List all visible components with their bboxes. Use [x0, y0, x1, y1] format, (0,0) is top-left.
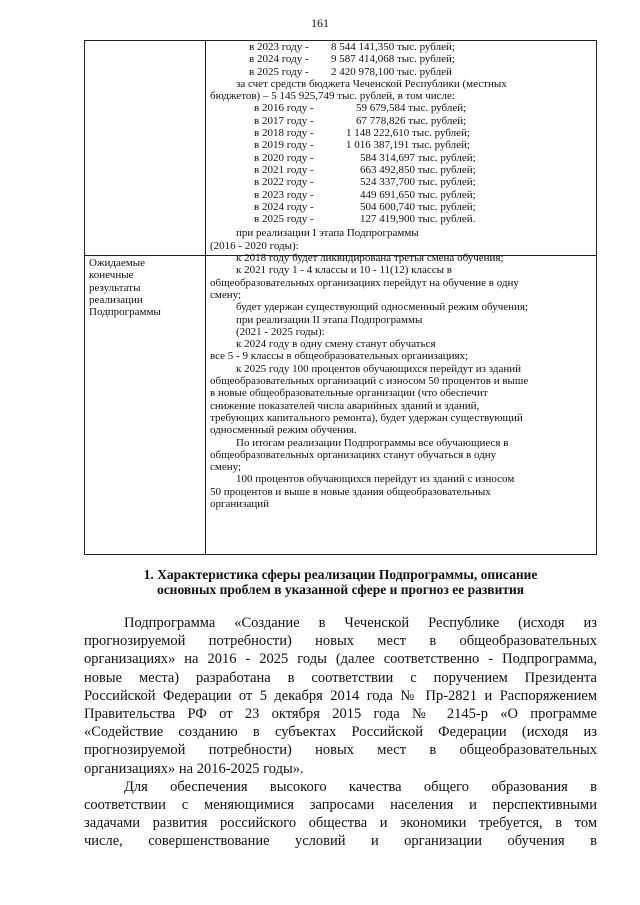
results-line: (2016 - 2020 годы):	[210, 239, 299, 252]
paragraph-line: Для обеспечения высокого качества общего образования в	[124, 778, 597, 795]
body-text	[84, 614, 597, 851]
funding-line: в 2024 году - 504 600,740 тыс. рублей;	[254, 200, 476, 213]
results-line: к 2025 году 100 процентов обучающихся перейдут из зданий	[236, 362, 522, 375]
results-line: при реализации II этапа Подпрограммы	[236, 313, 423, 326]
results-line: общеобразовательных организациях станут обучаться в одну	[210, 448, 497, 461]
paragraph-line: прогнозируемой потребности) новых мест в общеобразовательных	[84, 633, 597, 650]
section-title-line: основных проблем в указанной сфере и прогноз ее развития	[156, 582, 525, 597]
funding-line: в 2017 году - 67 778,826 тыс. рублей;	[254, 114, 467, 127]
program-table	[84, 40, 597, 555]
results-line: По итогам реализации Подпрограммы все обучающиеся в	[236, 436, 509, 449]
section-title-line: 1. Характеристика сферы реализации Подпрограммы, описание	[143, 567, 538, 582]
results-label-line: результаты	[89, 281, 141, 294]
results-line: к 2018 году будет ликвидирована третья смена обучения;	[236, 252, 504, 265]
funding-line: в 2016 году - 59 679,584 тыс. рублей;	[254, 102, 467, 115]
results-line: общеобразовательных организаций с износом 50 процентов и выше	[210, 375, 529, 388]
results-line: (2021 - 2025 годы):	[236, 325, 325, 338]
paragraph-line: числе, совершенствование условий и организации обучения в	[84, 833, 597, 850]
results-line: снижение показателей числа аварийных зданий и зданий,	[210, 399, 480, 412]
regional-funding-total: бюджетов) – 5 145 925,749 тыс. рублей, в том числе:	[210, 90, 455, 103]
paragraph-line: соответствии с меняющимися запросами населения и перспективными	[84, 797, 597, 814]
results-label-cell	[89, 257, 201, 318]
paragraph-line: организациях» на 2016 - 2025 годы (далее соответственно - Подпрограмма,	[84, 651, 597, 668]
results-label-line: Ожидаемые	[89, 257, 146, 269]
paragraph-line: задачами развития российского общества и экономики требуется, в том	[84, 815, 597, 832]
results-line: все 5 - 9 классы в общеобразовательных организациях;	[210, 350, 469, 363]
results-label-line: реализации	[89, 293, 143, 306]
results-line: в новые общеобразовательные организации (что обеспечит	[210, 387, 488, 400]
paragraph-line: новые места) разработана в соответствии с поручением Президента	[84, 669, 597, 686]
results-line: к 2024 году в одну смену станут обучаться	[236, 338, 436, 351]
results-label-line: Подпрограммы	[89, 306, 161, 319]
table-content-column	[210, 41, 595, 510]
results-line: при реализации I этапа Подпрограммы	[236, 227, 419, 240]
regional-funding-intro: за счет средств бюджета Чеченской Республики (местных	[236, 77, 507, 90]
paragraph-line: прогнозируемой потребности) новых мест в общеобразовательных	[84, 742, 597, 759]
paragraph-line: Подпрограмма «Создание в Чеченской Республике (исходя из	[124, 615, 597, 631]
paragraph-line: Правительства РФ от 23 октября 2015 года № 2145-р «О программе	[84, 706, 597, 723]
section-title	[84, 567, 597, 597]
funding-line: в 2025 году - 2 420 978,100 тыс. рублей	[249, 65, 452, 78]
results-line: 50 процентов и выше в новые здания общеобразовательных	[210, 485, 491, 498]
funding-line: в 2022 году - 524 337,700 тыс. рублей;	[254, 176, 476, 189]
funding-line: в 2023 году - 8 544 141,350 тыс. рублей;	[249, 41, 455, 53]
results-line: организаций	[210, 497, 270, 510]
paragraph-line: «Содействие созданию в субъектах Российской Федерации (исходя из	[84, 724, 597, 741]
funding-line: в 2021 году - 663 492,850 тыс. рублей;	[254, 163, 476, 176]
results-label-line: конечные	[89, 269, 134, 282]
results-line: требующих капитального ремонта), будет удержан существующий	[210, 411, 523, 424]
paragraph-line: Российской Федерации от 5 декабря 2014 года № Пр-2821 и Распоряжением	[84, 687, 597, 704]
funding-line: в 2024 году - 9 587 414,068 тыс. рублей;	[249, 53, 455, 66]
results-line: смену;	[210, 461, 242, 474]
results-line: будет удержан существующий односменный режим обучения;	[236, 301, 529, 314]
page-number: 161	[311, 16, 329, 30]
funding-line: в 2020 году - 584 314,697 тыс. рублей;	[254, 151, 476, 164]
funding-line: в 2023 году - 449 691,650 тыс. рублей;	[254, 188, 476, 201]
funding-line: в 2019 году - 1 016 387,191 тыс. рублей;	[254, 139, 470, 152]
funding-line: в 2018 году - 1 148 222,610 тыс. рублей;	[254, 127, 470, 140]
paragraph-line: организациях» на 2016-2025 годы».	[84, 760, 304, 777]
results-line: 100 процентов обучающихся перейдут из зданий с износом	[236, 473, 515, 486]
results-line: смену;	[210, 288, 242, 301]
results-line: односменный режим обучения.	[210, 424, 357, 437]
table-column-divider	[205, 41, 206, 554]
results-line: общеобразовательных организациях перейдут на обучение в одну	[210, 276, 519, 289]
funding-line: в 2025 году - 127 419,900 тыс. рублей.	[254, 213, 476, 226]
results-line: к 2021 году 1 - 4 классы и 10 - 11(12) классы в	[236, 264, 452, 277]
